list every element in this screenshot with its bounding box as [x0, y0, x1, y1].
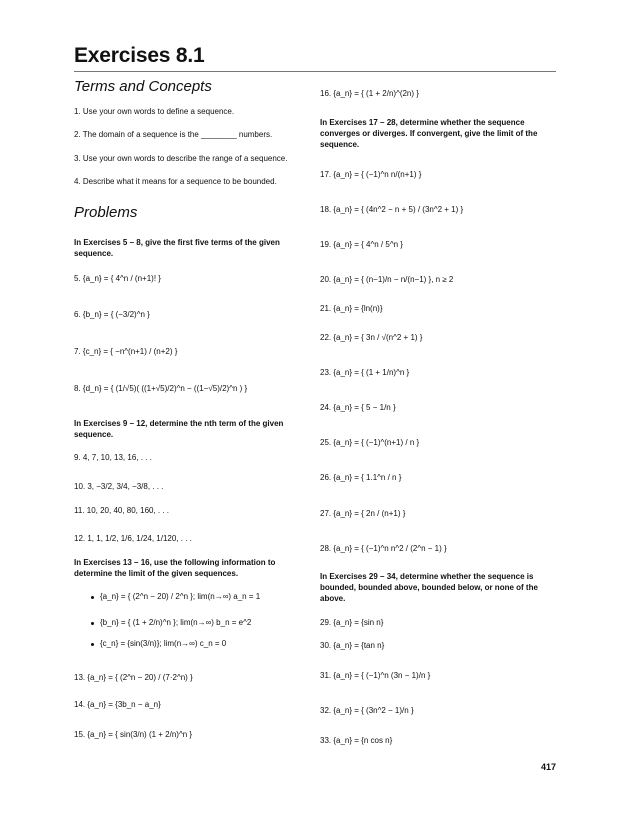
exercise-10: 10. 3, −3/2, 3/4, −3/8, . . .	[74, 482, 164, 491]
bullet-icon	[91, 622, 94, 625]
term-3: 3. Use your own words to describe the range of a sequence.	[74, 154, 288, 163]
exercise-13: 13. {a_n} = { (2^n − 20) / (7·2^n) }	[74, 673, 193, 682]
instruction-5-8: In Exercises 5 – 8, give the first five terms of the given sequence.	[74, 238, 280, 258]
term-2: 2. The domain of a sequence is the ________ numbers.	[74, 130, 273, 139]
instruction-9-12: In Exercises 9 – 12, determine the nth term of the given sequence.	[74, 419, 284, 439]
exercise-6: 6. {b_n} = { (−3/2)^n }	[74, 310, 150, 319]
exercise-12: 12. 1, 1, 1/2, 1/6, 1/24, 1/120, . . .	[74, 534, 192, 543]
exercise-25: 25. {a_n} = { (−1)^(n+1) / n }	[320, 438, 420, 447]
exercise-8: 8. {d_n} = { (1/√5)( ((1+√5)/2)^n − ((1−√5)/2)^n ) }	[74, 384, 248, 393]
bullet-icon	[91, 643, 94, 646]
instruction-13-16: In Exercises 13 – 16, use the following information to determine the limit of the given sequences.	[74, 558, 276, 578]
left-column	[74, 0, 314, 815]
limit-info-a: {a_n} = { (2^n − 20) / 2^n }; lim(n→∞) a_n = 1	[100, 592, 261, 601]
exercise-32: 32. {a_n} = { (3n^2 − 1)/n }	[320, 706, 414, 715]
term-4: 4. Describe what it means for a sequence to be bounded.	[74, 177, 277, 186]
exercise-22: 22. {a_n} = { 3n / √(n^2 + 1) }	[320, 333, 423, 342]
exercise-16: 16. {a_n} = { (1 + 2/n)^(2n) }	[320, 89, 419, 98]
exercise-33: 33. {a_n} = {n cos n}	[320, 736, 393, 745]
terms-heading: Terms and Concepts	[74, 78, 212, 95]
limit-info-b: {b_n} = { (1 + 2/n)^n }; lim(n→∞) b_n = e^2	[100, 618, 252, 627]
exercise-14: 14. {a_n} = {3b_n − a_n}	[74, 700, 161, 709]
exercise-30: 30. {a_n} = {tan n}	[320, 641, 385, 650]
exercise-21: 21. {a_n} = {ln(n)}	[320, 304, 383, 313]
page-number: 417	[540, 762, 556, 772]
exercise-26: 26. {a_n} = { 1.1^n / n }	[320, 473, 402, 482]
page-title: Exercises 8.1	[74, 44, 205, 67]
limit-info-c: {c_n} = {sin(3/n)}; lim(n→∞) c_n = 0	[100, 639, 227, 648]
exercise-20: 20. {a_n} = { (n−1)/n − n/(n−1) }, n ≥ 2	[320, 275, 454, 284]
instruction-17-28: In Exercises 17 – 28, determine whether the sequence converges or diverges. If convergent, give the limit of the sequence.	[320, 118, 538, 149]
exercise-18: 18. {a_n} = { (4n^2 − n + 5) / (3n^2 + 1) }	[320, 205, 464, 214]
instruction-29-34: In Exercises 29 – 34, determine whether the sequence is bounded, bounded above, bounded below, or none of the above.	[320, 572, 538, 603]
exercise-28: 28. {a_n} = { (−1)^n n^2 / (2^n − 1) }	[320, 544, 447, 553]
exercise-24: 24. {a_n} = { 5 − 1/n }	[320, 403, 396, 412]
bullet-icon	[91, 596, 94, 599]
problems-heading: Problems	[74, 204, 138, 221]
exercise-15: 15. {a_n} = { sin(3/n) (1 + 2/n)^n }	[74, 730, 193, 739]
exercise-11: 11. 10, 20, 40, 80, 160, . . .	[74, 506, 170, 515]
exercise-17: 17. {a_n} = { (−1)^n n/(n+1) }	[320, 170, 422, 179]
exercise-9: 9. 4, 7, 10, 13, 16, . . .	[74, 453, 152, 462]
exercise-29: 29. {a_n} = {sin n}	[320, 618, 384, 627]
exercise-23: 23. {a_n} = { (1 + 1/n)^n }	[320, 368, 410, 377]
term-1: 1. Use your own words to define a sequence.	[74, 107, 235, 116]
exercise-31: 31. {a_n} = { (−1)^n (3n − 1)/n }	[320, 671, 431, 680]
exercise-7: 7. {c_n} = { −n^(n+1) / (n+2) }	[74, 347, 178, 356]
exercise-5: 5. {a_n} = { 4^n / (n+1)! }	[74, 274, 161, 283]
exercise-27: 27. {a_n} = { 2n / (n+1) }	[320, 509, 406, 518]
exercise-19: 19. {a_n} = { 4^n / 5^n }	[320, 240, 403, 249]
right-column	[320, 0, 560, 815]
